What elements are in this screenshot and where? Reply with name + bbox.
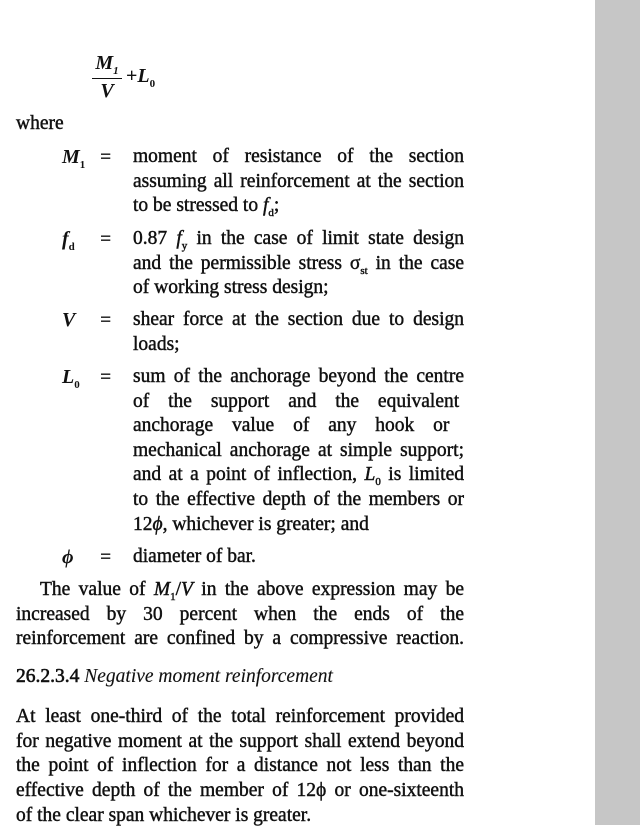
- text-segment: 12: [133, 513, 153, 535]
- text-segment: for negative moment at the support shall extend beyond: [16, 730, 464, 752]
- definition-term: [62, 145, 85, 177]
- definition-term: [62, 545, 74, 577]
- formula-l: L: [137, 65, 150, 87]
- definition-term: [62, 227, 75, 259]
- section-title: Negative moment reinforcement: [84, 666, 333, 687]
- text-segment: is limited: [380, 464, 465, 486]
- fraction-bar: [92, 78, 122, 79]
- text-segment: in the case: [367, 252, 464, 274]
- text-segment: in the case of limit state design: [187, 228, 465, 249]
- text-segment: of the support and the equivalent: [133, 390, 460, 412]
- formula-rest: [126, 65, 155, 90]
- definition-line: [133, 365, 464, 389]
- text-segment: ;: [273, 195, 280, 217]
- text-segment: mechanical anchorage at simple support;: [133, 439, 464, 461]
- text-segment: effective depth of the member of 12ϕ or one-sixteenth: [16, 780, 464, 802]
- term-symbol: V: [62, 309, 76, 331]
- text-segment: V: [181, 579, 193, 600]
- text-segment: reinforcement are confined by a compressive reaction.: [16, 628, 464, 649]
- page-margin-band: [595, 0, 640, 825]
- text-segment: to be stressed to: [133, 195, 263, 217]
- text-segment: 0: [375, 476, 381, 489]
- paragraph-line: [16, 779, 464, 803]
- paragraph-line: [16, 730, 464, 754]
- text-segment: 0.87: [133, 228, 177, 249]
- text-segment: of working stress design;: [133, 277, 329, 299]
- text-segment: sum of the anchorage beyond the centre: [133, 366, 464, 387]
- term-subscript: d: [68, 241, 75, 253]
- definition-line: [133, 545, 256, 569]
- text-segment: to the effective depth of the members or: [133, 489, 464, 510]
- definition-line: [133, 333, 180, 357]
- definition-line: [133, 414, 449, 438]
- text-segment: loads;: [133, 333, 180, 355]
- paragraph-line: [16, 804, 311, 828]
- formula-numerator: [92, 52, 122, 77]
- term-symbol: ϕ: [62, 546, 74, 568]
- text-segment: L: [364, 464, 376, 486]
- equals-sign: =: [100, 366, 112, 388]
- text-segment: anchorage value of any hook or: [133, 415, 450, 437]
- definition-term: [62, 365, 80, 397]
- text-segment: and at a point of inflection,: [133, 464, 365, 486]
- definition-line: [133, 439, 464, 463]
- text-segment: and the permissible stress σ: [133, 252, 361, 274]
- text-segment: At least one-third of the total reinforcement provided: [16, 706, 464, 727]
- definition-line: [133, 170, 464, 194]
- text-segment: ϕ: [152, 513, 163, 535]
- definition-line: [133, 308, 464, 332]
- text-segment: diameter of bar.: [133, 546, 256, 567]
- where-label: where: [16, 113, 64, 134]
- definition-line: [133, 276, 329, 300]
- equals-sign: =: [100, 309, 112, 331]
- formula-l-sub: 0: [149, 78, 156, 90]
- text-segment: /: [175, 579, 182, 600]
- text-segment: shear force at the section due to design: [133, 309, 464, 330]
- text-segment: M: [153, 579, 171, 600]
- term-symbol: M: [62, 146, 80, 168]
- text-segment: The value of: [40, 579, 154, 600]
- definition-line: [133, 145, 464, 169]
- section-heading: [16, 665, 333, 689]
- paragraph-line: [16, 627, 464, 651]
- text-segment: st: [360, 264, 368, 277]
- text-segment: moment of resistance of the section: [133, 146, 464, 167]
- equals-sign: =: [100, 228, 112, 250]
- paragraph-line: [16, 705, 464, 729]
- definition-term: [62, 308, 75, 340]
- text-segment: in the above expression may be: [192, 579, 464, 600]
- text-segment: d: [268, 207, 274, 220]
- equals-sign: =: [100, 546, 112, 568]
- term-subscript: 0: [74, 379, 80, 391]
- term-symbol: L: [62, 366, 75, 388]
- text-segment: , whichever is greater; and: [162, 513, 369, 535]
- definition-line: [133, 194, 279, 225]
- equals-sign: =: [100, 146, 112, 168]
- term-symbol: f: [62, 228, 69, 250]
- formula-m-sub: 1: [113, 65, 119, 77]
- text-segment: f: [262, 195, 269, 217]
- formula-denominator: V: [100, 80, 114, 102]
- formula-m: M: [95, 52, 114, 74]
- text-segment: of the clear span whichever is greater.: [16, 804, 312, 826]
- text-segment: y: [181, 240, 188, 252]
- definition-line: [133, 390, 459, 414]
- paragraph-line: [16, 603, 464, 627]
- term-subscript: 1: [79, 159, 86, 171]
- text-segment: assuming all reinforcement at the section: [133, 170, 464, 192]
- definition-line: [133, 513, 369, 537]
- formula-plus: +: [126, 65, 138, 87]
- definition-line: [133, 488, 464, 512]
- paragraph-line: [16, 754, 464, 778]
- text-segment: increased by 30 percent when the ends of the: [16, 604, 464, 625]
- text-segment: 1: [170, 591, 176, 603]
- section-number: 26.2.3.4: [16, 666, 80, 687]
- text-segment: f: [176, 228, 182, 249]
- text-segment: the point of inflection for a distance not less than the: [16, 755, 464, 777]
